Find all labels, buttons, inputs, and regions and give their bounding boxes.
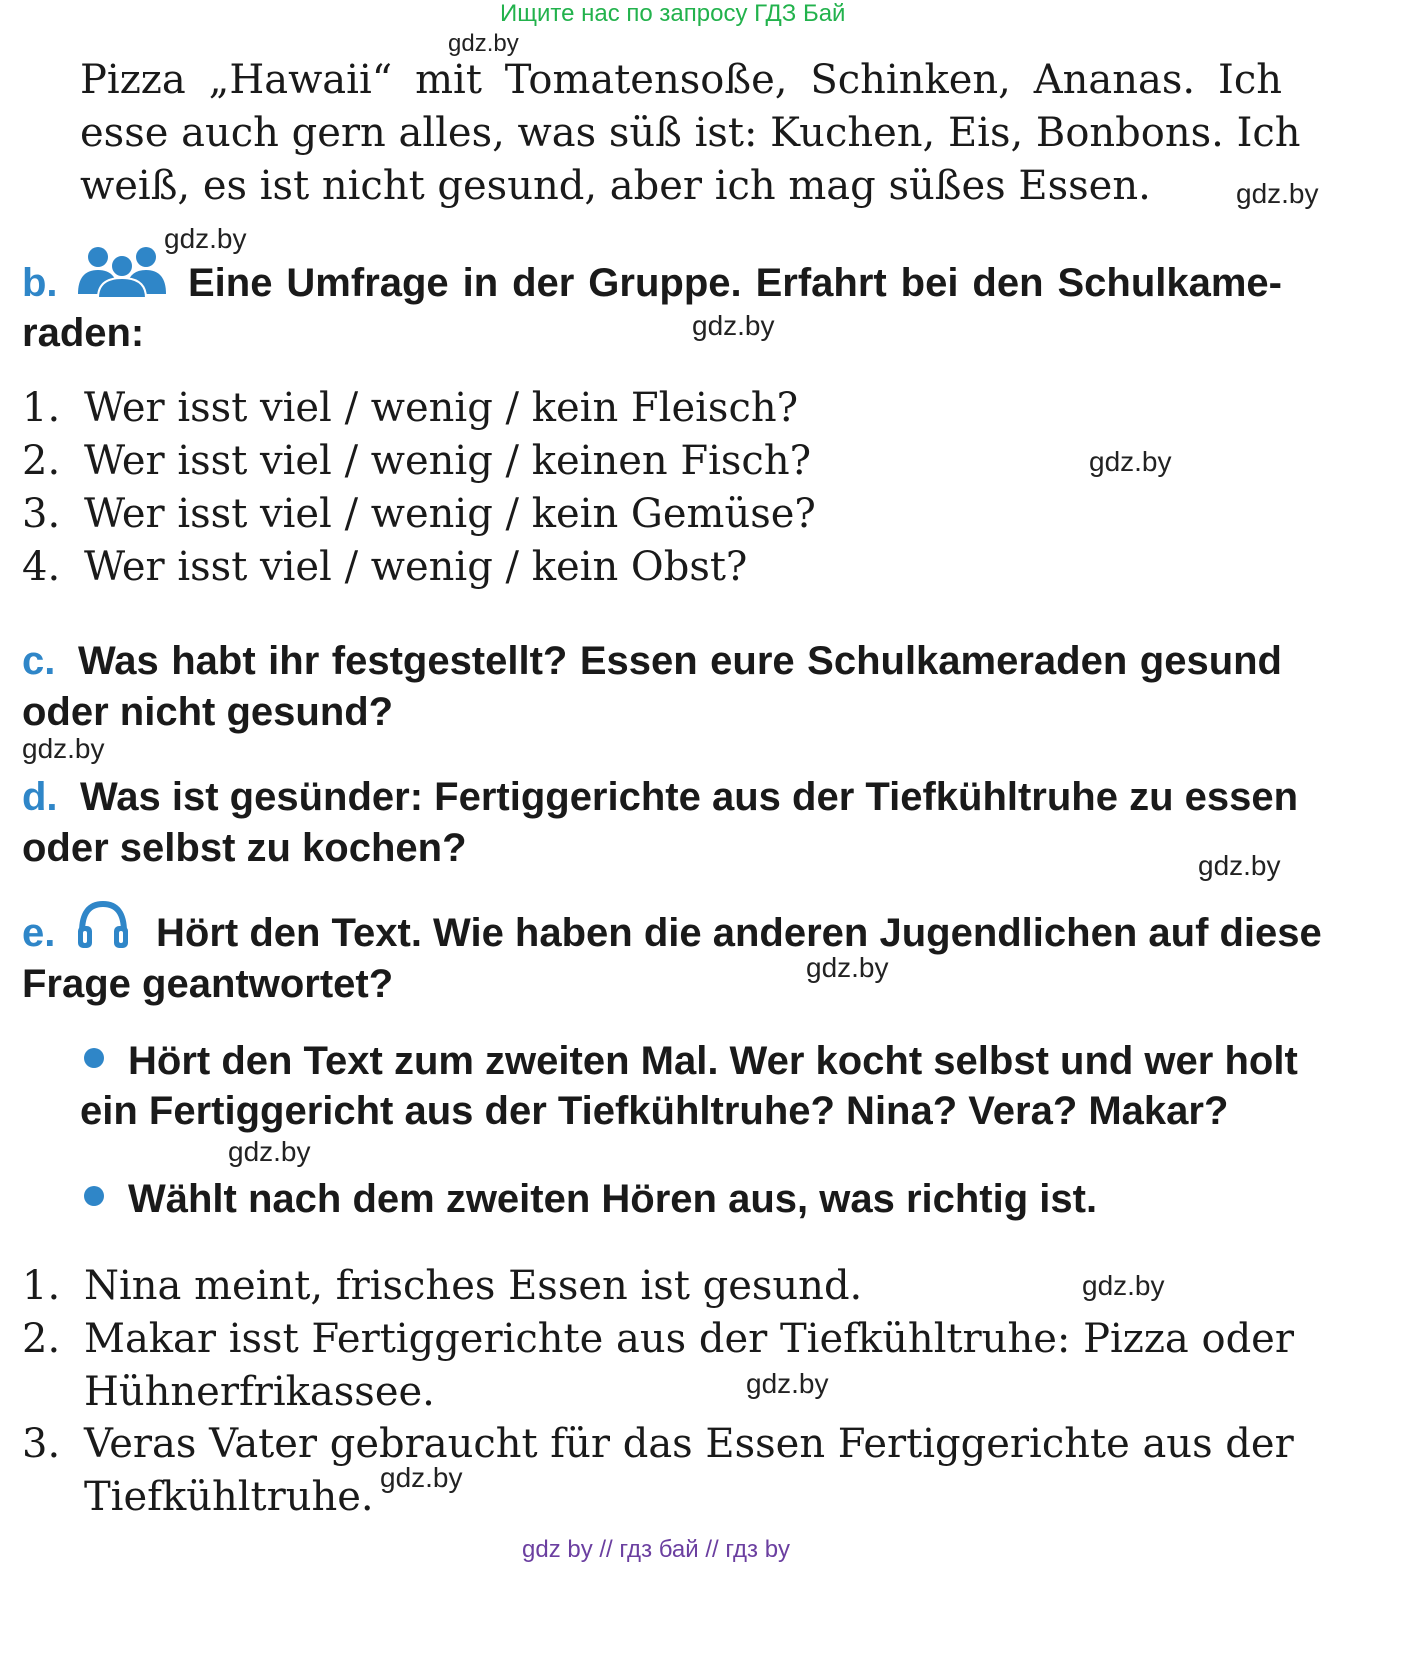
item-text: Nina meint, frisches Essen ist gesund. bbox=[84, 1263, 863, 1309]
group-icon bbox=[76, 244, 168, 298]
bullet-dot bbox=[84, 1186, 104, 1211]
item-number: 4. bbox=[22, 544, 61, 590]
watermark: gdz.by bbox=[1082, 1270, 1165, 1301]
item-number: 1. bbox=[22, 1263, 61, 1309]
intro-line: Pizza „Hawaii“ mit Tomatensoße, Schinken, Ananas. Ich bbox=[80, 57, 1282, 103]
watermark: gdz.by bbox=[448, 30, 519, 57]
list-item bbox=[22, 486, 816, 542]
watermark: gdz.by bbox=[1198, 850, 1281, 881]
watermark: gdz.by bbox=[1089, 446, 1172, 477]
list-item bbox=[22, 380, 798, 436]
task-b-instruction: Eine Umfrage in der Gruppe. Erfahrt bei den Schulkame- bbox=[188, 261, 1282, 305]
task-b-letter: b. bbox=[22, 261, 58, 305]
item-text: Hühnerfrikassee. bbox=[84, 1369, 435, 1415]
task-e-letter: e. bbox=[22, 911, 56, 955]
item-text: Makar isst Fertiggerichte aus der Tiefkühltruhe: Pizza oder bbox=[84, 1316, 1294, 1362]
item-number: 2. bbox=[22, 438, 61, 484]
top-banner: Ищите нас по запросу ГДЗ Бай bbox=[500, 0, 846, 27]
bullet-text: ein Fertiggericht aus der Tiefkühltruhe? Nina? Vera? Makar? bbox=[80, 1089, 1229, 1133]
watermark: gdz.by bbox=[380, 1462, 463, 1493]
watermark: gdz.by bbox=[164, 223, 247, 254]
task-c-instruction: oder nicht gesund? bbox=[22, 690, 394, 734]
task-d-instruction: Was ist gesünder: Fertiggerichte aus der Tiefkühltruhe zu essen bbox=[80, 775, 1299, 819]
headphones-icon bbox=[76, 898, 130, 950]
task-d-instruction: oder selbst zu kochen? bbox=[22, 826, 467, 870]
bottom-banner: gdz by // гдз бай // гдз by bbox=[522, 1536, 791, 1563]
item-text: Wer isst viel / wenig / kein Obst? bbox=[84, 544, 748, 590]
item-number: 3. bbox=[22, 1421, 61, 1467]
watermark: gdz.by bbox=[22, 733, 105, 764]
item-text: Tiefkühltruhe. bbox=[84, 1474, 374, 1520]
task-c-letter: c. bbox=[22, 639, 56, 683]
bullet-text: Wählt nach dem zweiten Hören aus, was richtig ist. bbox=[128, 1177, 1098, 1221]
watermark: gdz.by bbox=[806, 952, 889, 983]
watermark: gdz.by bbox=[228, 1136, 311, 1167]
item-number: 3. bbox=[22, 491, 61, 537]
list-item bbox=[22, 1258, 862, 1314]
intro-line: esse auch gern alles, was süß ist: Kuchen, Eis, Bonbons. Ich bbox=[80, 110, 1301, 156]
item-number: 2. bbox=[22, 1316, 61, 1362]
watermark: gdz.by bbox=[746, 1368, 829, 1399]
task-d-letter: d. bbox=[22, 775, 58, 819]
item-text: Wer isst viel / wenig / kein Gemüse? bbox=[84, 491, 816, 537]
item-text: Wer isst viel / wenig / kein Fleisch? bbox=[84, 385, 799, 431]
list-item bbox=[22, 539, 747, 595]
intro-line: weiß, es ist nicht gesund, aber ich mag süßes Essen. bbox=[80, 163, 1151, 209]
task-c-instruction: Was habt ihr festgestellt? Essen eure Schulkameraden gesund bbox=[78, 639, 1282, 683]
list-item bbox=[22, 433, 811, 489]
watermark: gdz.by bbox=[692, 310, 775, 341]
bullet-dot bbox=[84, 1048, 104, 1073]
item-number: 1. bbox=[22, 385, 61, 431]
task-e-instruction: Hört den Text. Wie haben die anderen Jugendlichen auf diese bbox=[156, 911, 1322, 955]
item-text: Veras Vater gebraucht für das Essen Fertiggerichte aus der bbox=[84, 1421, 1294, 1467]
task-b-instruction: raden: bbox=[22, 311, 145, 355]
item-text: Wer isst viel / wenig / keinen Fisch? bbox=[84, 438, 812, 484]
task-e-instruction: Frage geantwortet? bbox=[22, 962, 394, 1006]
bullet-text: Hört den Text zum zweiten Mal. Wer kocht selbst und wer holt bbox=[128, 1039, 1298, 1083]
watermark: gdz.by bbox=[1236, 178, 1319, 209]
